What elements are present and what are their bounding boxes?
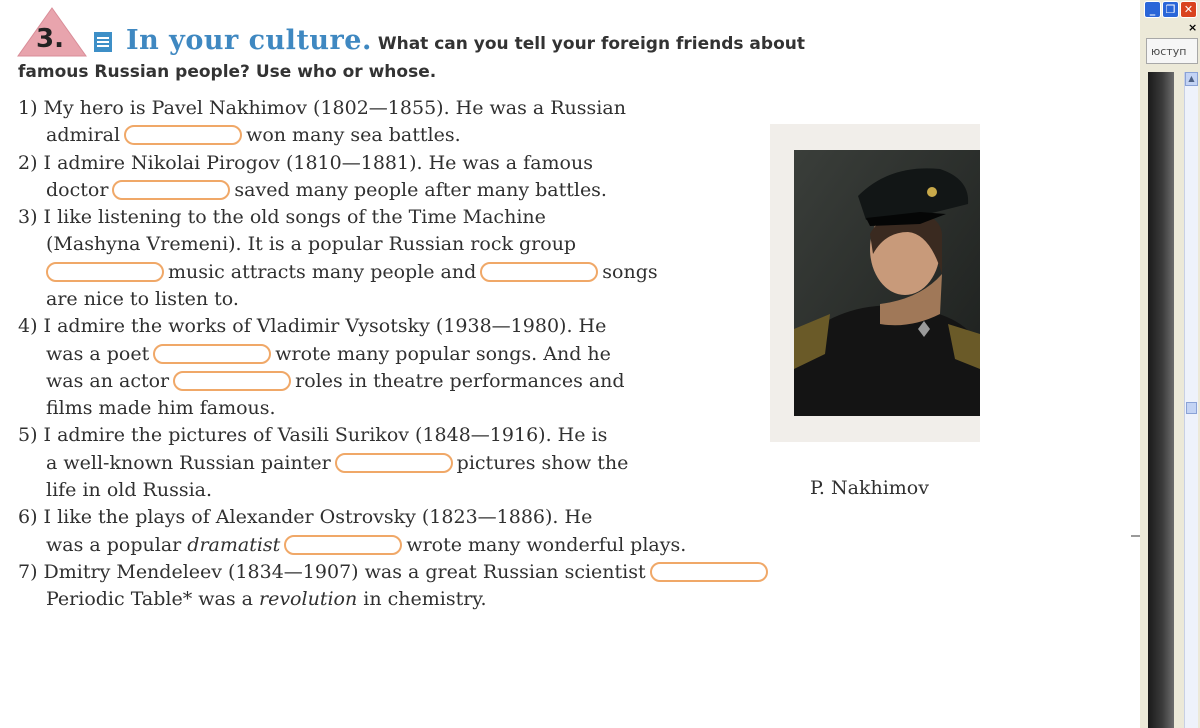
sentence-line: music attracts many people and songs — [46, 261, 658, 283]
answer-blank[interactable] — [46, 262, 164, 282]
minimize-button[interactable]: _ — [1144, 1, 1161, 18]
scroll-thumb[interactable] — [1186, 402, 1197, 414]
answer-blank[interactable] — [650, 562, 768, 582]
answer-blank[interactable] — [480, 262, 598, 282]
maximize-button[interactable]: ❐ — [1162, 1, 1179, 18]
page-edge-mark — [1131, 535, 1140, 537]
exercise-title: In your culture. — [126, 25, 372, 56]
side-panel — [1148, 72, 1174, 728]
vertical-scrollbar[interactable] — [1184, 72, 1198, 728]
nakhimov-portrait — [770, 124, 980, 442]
sentence-line: admiral won many sea battles. — [46, 124, 461, 146]
sentence-line: 3) I like listening to the old songs of the Time Machine — [18, 206, 546, 228]
exercise-question-cont: famous Russian people? Use who or whose. — [18, 62, 437, 82]
sentence-line: was a popular dramatist wrote many wonderful plays. — [46, 534, 687, 556]
sentence-line: Periodic Table* was a revolution in chemistry. — [46, 588, 487, 610]
answer-blank[interactable] — [112, 180, 230, 200]
close-pane-icon[interactable]: × — [1188, 21, 1198, 34]
sentence-line: 1) My hero is Pavel Nakhimov (1802—1855). He was a Russian — [18, 97, 626, 119]
close-button[interactable]: ✕ — [1180, 1, 1197, 18]
answer-blank[interactable] — [124, 125, 242, 145]
notebook-icon — [94, 32, 112, 52]
exercise-heading — [126, 25, 805, 56]
sentence-line: was an actor roles in theatre performances and — [46, 370, 625, 392]
sentence-line: are nice to listen to. — [46, 288, 239, 310]
answer-blank[interactable] — [284, 535, 402, 555]
access-field[interactable]: юступ — [1146, 38, 1198, 64]
sentence-line: doctor saved many people after many battles. — [46, 179, 607, 201]
sentence-line: was a poet wrote many popular songs. And he — [46, 343, 611, 365]
window-chrome — [1140, 0, 1200, 728]
portrait-caption: P. Nakhimov — [810, 477, 929, 499]
sentence-line: films made him famous. — [46, 397, 276, 419]
sentence-line: a well-known Russian painter pictures show the — [46, 452, 629, 474]
sentence-line: 2) I admire Nikolai Pirogov (1810—1881). He was a famous — [18, 152, 593, 174]
sentence-line: 4) I admire the works of Vladimir Vysotsky (1938—1980). He — [18, 315, 607, 337]
sentence-line: 6) I like the plays of Alexander Ostrovsky (1823—1886). He — [18, 506, 593, 528]
scroll-up-arrow-icon[interactable]: ▲ — [1185, 72, 1198, 86]
exercise-question: What can you tell your foreign friends about — [377, 34, 805, 54]
answer-blank[interactable] — [153, 344, 271, 364]
sentence-line: 5) I admire the pictures of Vasili Surikov (1848—1916). He is — [18, 424, 608, 446]
sentence-line: 7) Dmitry Mendeleev (1834—1907) was a great Russian scientist — [18, 561, 772, 583]
answer-blank[interactable] — [173, 371, 291, 391]
answer-blank[interactable] — [335, 453, 453, 473]
sentence-line: life in old Russia. — [46, 479, 213, 501]
sentence-line: (Mashyna Vremeni). It is a popular Russian rock group — [46, 233, 577, 255]
exercise-number: 3. — [36, 24, 64, 54]
